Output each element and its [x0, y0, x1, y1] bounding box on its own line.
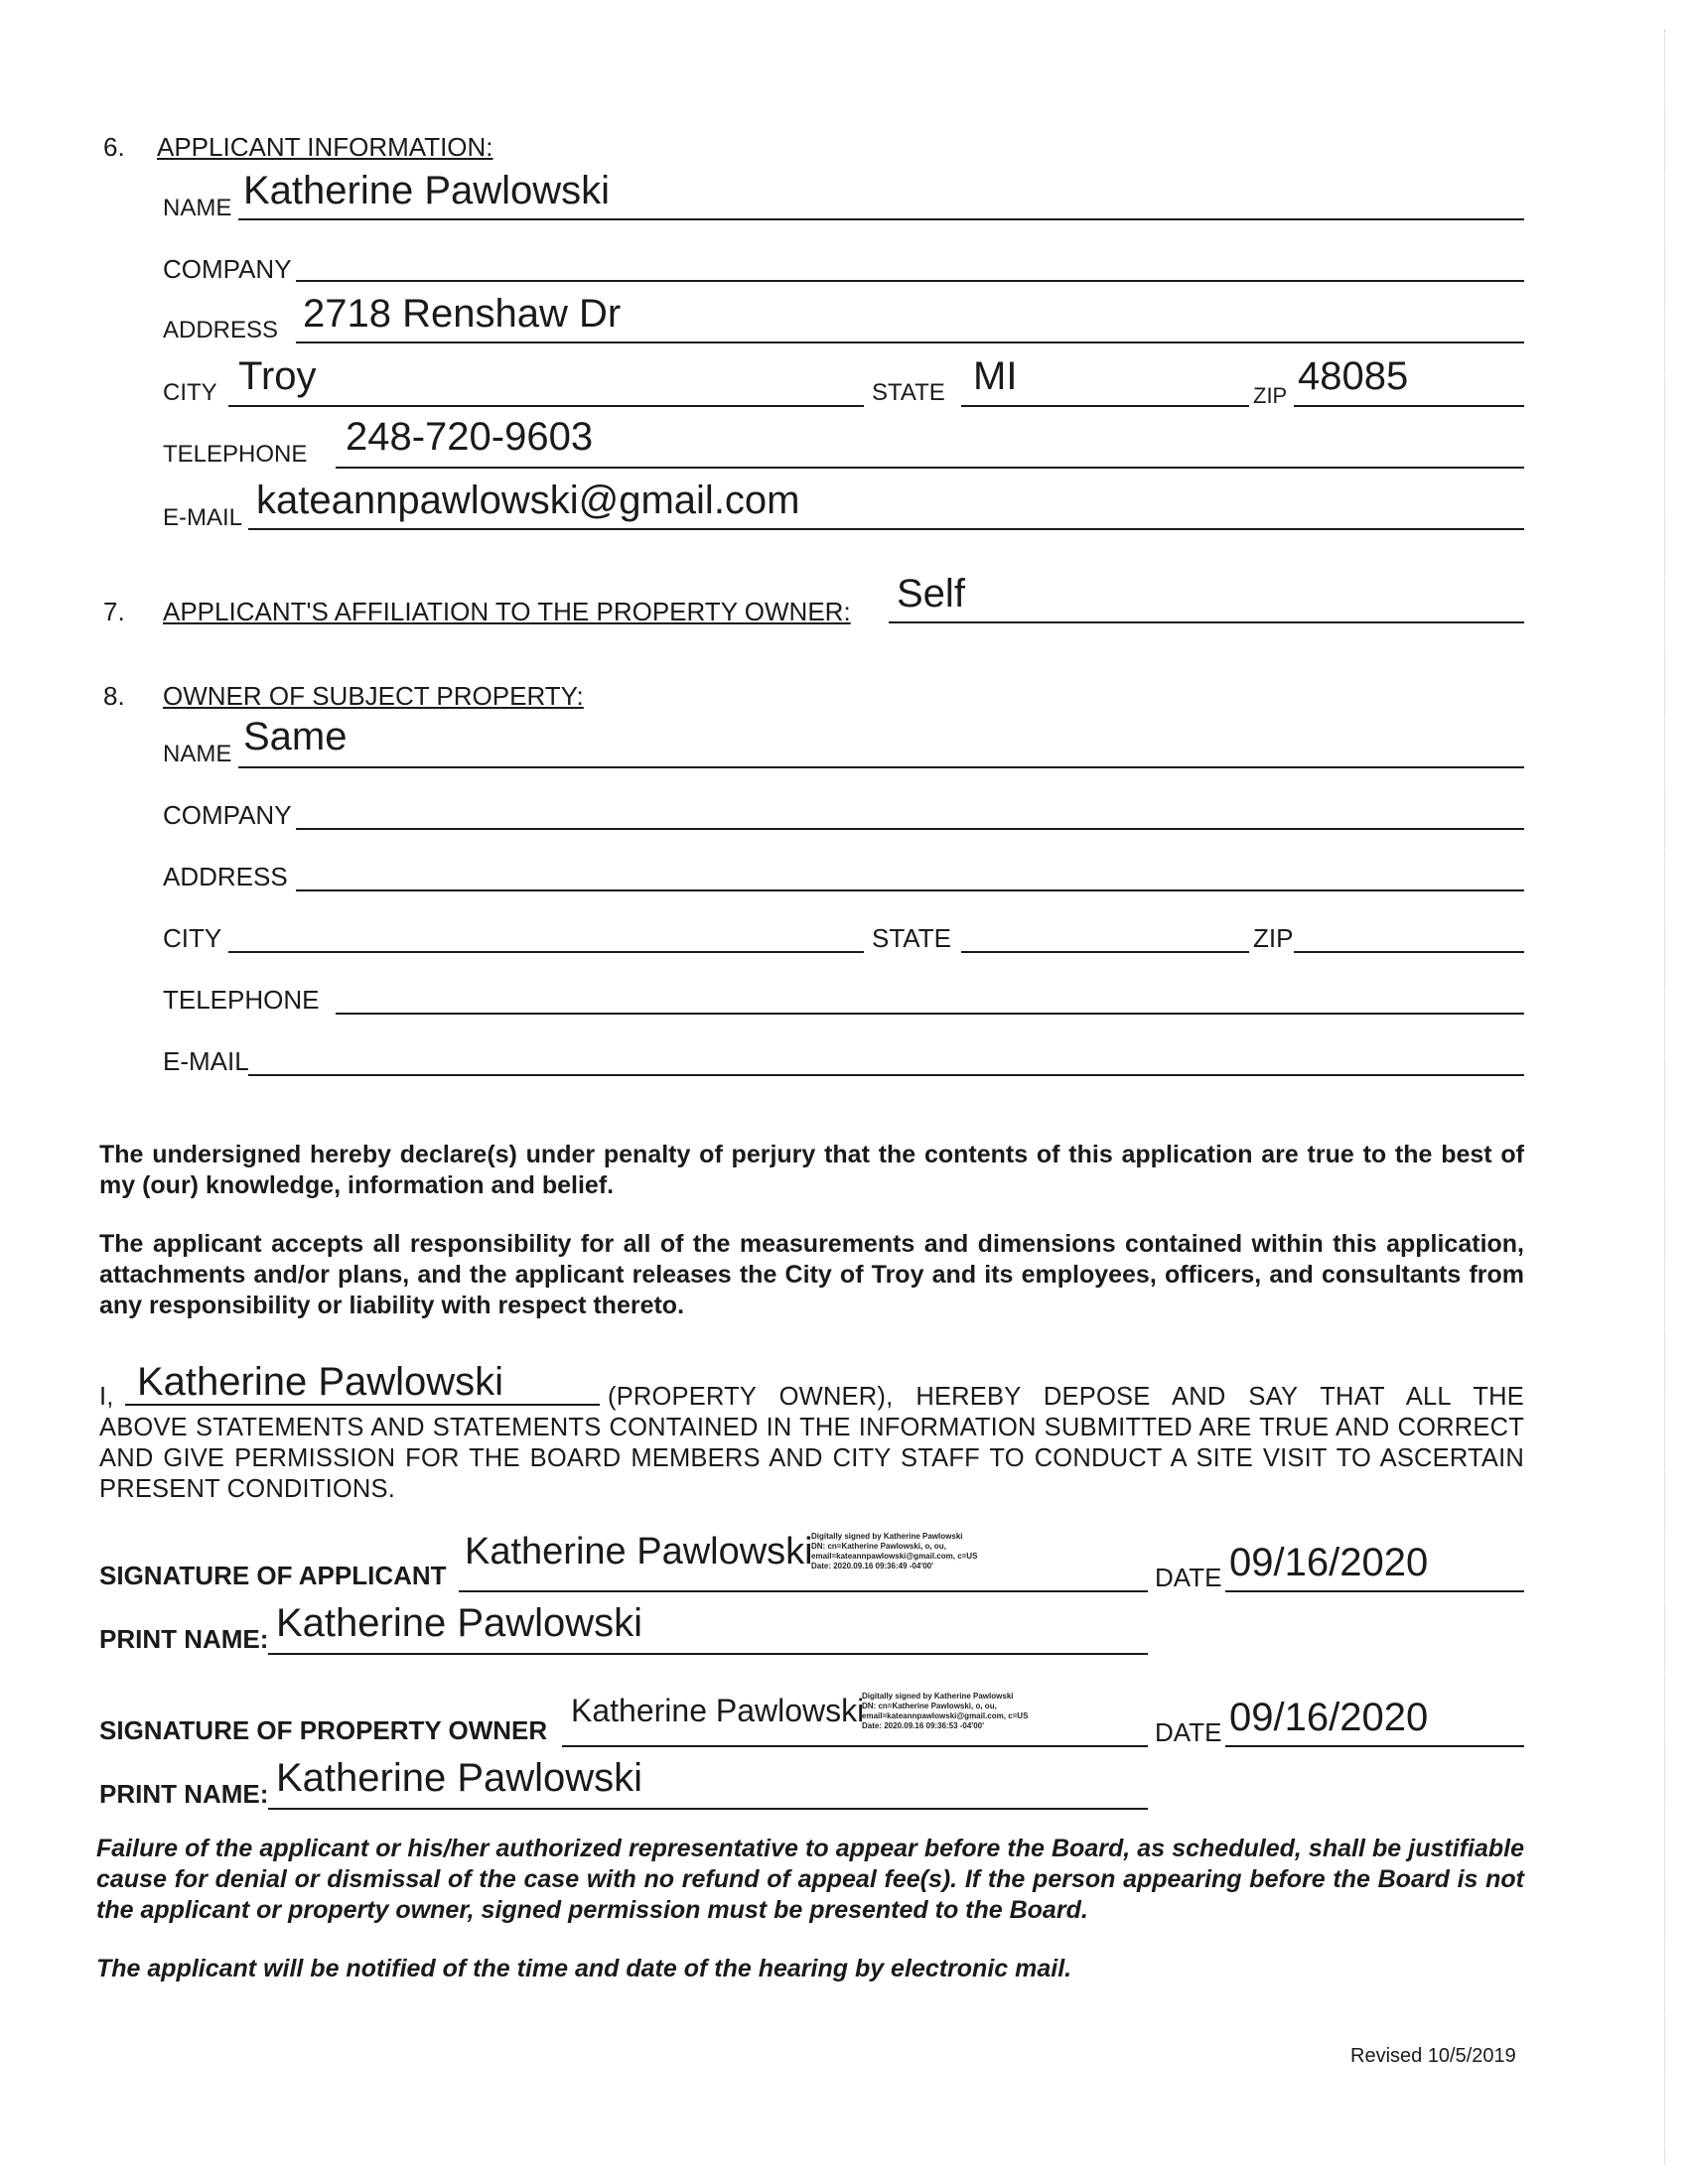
- notification-notice: The applicant will be notified of the time and date of the hearing by electronic mail.: [96, 1955, 1072, 1982]
- applicant-print-name-underline: [268, 1653, 1148, 1655]
- owner-email-underline[interactable]: [248, 1074, 1524, 1076]
- applicant-telephone-value[interactable]: 248-720-9603: [346, 415, 594, 459]
- company-label: COMPANY: [163, 800, 292, 830]
- owner-signature-label: SIGNATURE OF PROPERTY OWNER: [99, 1715, 548, 1745]
- section-heading: APPLICANT INFORMATION:: [157, 132, 493, 162]
- owner-date-underline: [1225, 1745, 1524, 1747]
- state-label: STATE: [872, 923, 951, 953]
- depose-prefix: I,: [99, 1383, 114, 1411]
- owner-address-underline[interactable]: [296, 889, 1524, 891]
- applicant-digital-signature-details: [811, 1532, 977, 1571]
- company-label: COMPANY: [163, 254, 292, 284]
- applicant-address-value[interactable]: 2718 Renshaw Dr: [303, 292, 622, 336]
- section-heading: OWNER OF SUBJECT PROPERTY:: [163, 681, 584, 711]
- date-label: DATE: [1155, 1563, 1222, 1592]
- email-label: E-MAIL: [163, 1046, 249, 1076]
- digital-signature-line: email=kateannpawlowski@gmail.com, c=US: [811, 1552, 978, 1561]
- digital-signature-line: DN: cn=Katherine Pawlowski, o, ou,: [862, 1702, 997, 1710]
- applicant-date-underline: [1225, 1590, 1524, 1592]
- date-label: DATE: [1155, 1717, 1222, 1747]
- email-label: E-MAIL: [163, 504, 243, 531]
- applicant-state-value[interactable]: MI: [973, 354, 1018, 398]
- revision-date: Revised 10/5/2019: [1350, 2045, 1516, 2067]
- zip-underline: [1294, 405, 1524, 407]
- owner-signature-name[interactable]: Katherine Pawlowski: [571, 1693, 865, 1728]
- owner-company-underline[interactable]: [296, 828, 1524, 830]
- depose-remaining-text: ABOVE STATEMENTS AND STATEMENTS CONTAINED IN THE INFORMATION SUBMITTED ARE TRUE AND CORRECT AND GIVE PERMISSION FOR THE BOARD MEMBERS AND CITY STAFF TO CONDUCT A SITE VISIT TO ASCERTAIN PRESENT CONDITIONS.: [99, 1414, 1524, 1503]
- state-underline: [961, 405, 1249, 407]
- responsibility-declaration: The applicant accepts all responsibility for all of the measurements and dimensions contained within this application, attachments and/or plans, and the applicant releases the City of Troy and its employees, officers, and consultants from any responsibility or liability with respect thereto.: [99, 1230, 1524, 1319]
- owner-print-name-value[interactable]: Katherine Pawlowski: [276, 1756, 643, 1800]
- digital-signature-line: DN: cn=Katherine Pawlowski, o, ou,: [811, 1542, 946, 1551]
- address-underline: [296, 341, 1524, 343]
- applicant-signature-underline: [459, 1590, 1148, 1592]
- applicant-signature-name[interactable]: Katherine Pawlowski: [465, 1531, 813, 1572]
- owner-name-value[interactable]: Same: [243, 715, 348, 758]
- depose-name-underline: [125, 1404, 600, 1406]
- applicant-date-value[interactable]: 09/16/2020: [1229, 1541, 1429, 1584]
- city-underline: [228, 405, 864, 407]
- applicant-signature-label: SIGNATURE OF APPLICANT: [99, 1561, 447, 1590]
- address-label: ADDRESS: [163, 317, 279, 343]
- digital-signature-line: Date: 2020.09.16 09:36:53 -04'00': [862, 1721, 984, 1730]
- applicant-city-value[interactable]: Troy: [238, 354, 317, 398]
- digital-signature-line: email=kateannpawlowski@gmail.com, c=US: [862, 1711, 1029, 1720]
- state-label: STATE: [872, 379, 945, 406]
- depose-owner-name[interactable]: Katherine Pawlowski: [137, 1360, 504, 1404]
- city-label: CITY: [163, 379, 217, 406]
- scan-margin-artifact: [1664, 30, 1665, 2164]
- affiliation-value[interactable]: Self: [897, 572, 965, 615]
- digital-signature-line: Digitally signed by Katherine Pawlowski: [811, 1532, 963, 1541]
- owner-city-underline[interactable]: [228, 951, 864, 953]
- owner-name-underline: [238, 766, 1524, 768]
- telephone-label: TELEPHONE: [163, 441, 308, 468]
- zip-label: ZIP: [1253, 923, 1294, 953]
- section-number: 7.: [103, 597, 125, 626]
- affiliation-underline: [889, 621, 1524, 623]
- digital-signature-line: Digitally signed by Katherine Pawlowski: [862, 1692, 1014, 1701]
- applicant-print-name-value[interactable]: Katherine Pawlowski: [276, 1601, 643, 1645]
- print-name-label: PRINT NAME:: [99, 1624, 269, 1654]
- owner-zip-underline[interactable]: [1294, 951, 1524, 953]
- applicant-email-value[interactable]: kateannpawlowski@gmail.com: [256, 478, 800, 522]
- owner-telephone-underline[interactable]: [336, 1013, 1524, 1015]
- email-underline: [248, 528, 1524, 530]
- city-label: CITY: [163, 923, 222, 953]
- owner-state-underline[interactable]: [961, 951, 1249, 953]
- print-name-label: PRINT NAME:: [99, 1779, 269, 1809]
- applicant-name-value[interactable]: Katherine Pawlowski: [243, 169, 611, 212]
- owner-digital-signature-details: [862, 1692, 1028, 1731]
- zip-label: ZIP: [1253, 383, 1288, 408]
- digital-signature-line: Date: 2020.09.16 09:36:49 -04'00': [811, 1562, 933, 1570]
- telephone-label: TELEPHONE: [163, 985, 320, 1015]
- section-number: 8.: [103, 681, 125, 711]
- depose-first-line: (PROPERTY OWNER), HEREBY DEPOSE AND SAY THAT ALL THE: [608, 1383, 1524, 1411]
- name-label: NAME: [163, 741, 232, 767]
- name-underline: [238, 218, 1524, 220]
- company-underline[interactable]: [296, 280, 1524, 282]
- perjury-declaration: The undersigned hereby declare(s) under penalty of perjury that the contents of this application are true to the best of my (our) knowledge, information and belief.: [99, 1141, 1524, 1199]
- address-label: ADDRESS: [163, 862, 288, 891]
- owner-date-value[interactable]: 09/16/2020: [1229, 1696, 1429, 1739]
- name-label: NAME: [163, 195, 232, 221]
- section-number: 6.: [103, 132, 125, 162]
- applicant-zip-value[interactable]: 48085: [1298, 354, 1409, 398]
- failure-notice: Failure of the applicant or his/her authorized representative to appear before the Board, as scheduled, shall be justifiable cause for denial or dismissal of the case with no refund of appeal fee(s). If the person appearing before the Board is not the applicant or property owner, signed permission must be presented to the Board.: [96, 1835, 1524, 1924]
- owner-print-name-underline: [268, 1808, 1148, 1810]
- owner-signature-underline: [562, 1745, 1148, 1747]
- telephone-underline: [336, 467, 1524, 469]
- section-heading: APPLICANT'S AFFILIATION TO THE PROPERTY OWNER:: [163, 597, 851, 626]
